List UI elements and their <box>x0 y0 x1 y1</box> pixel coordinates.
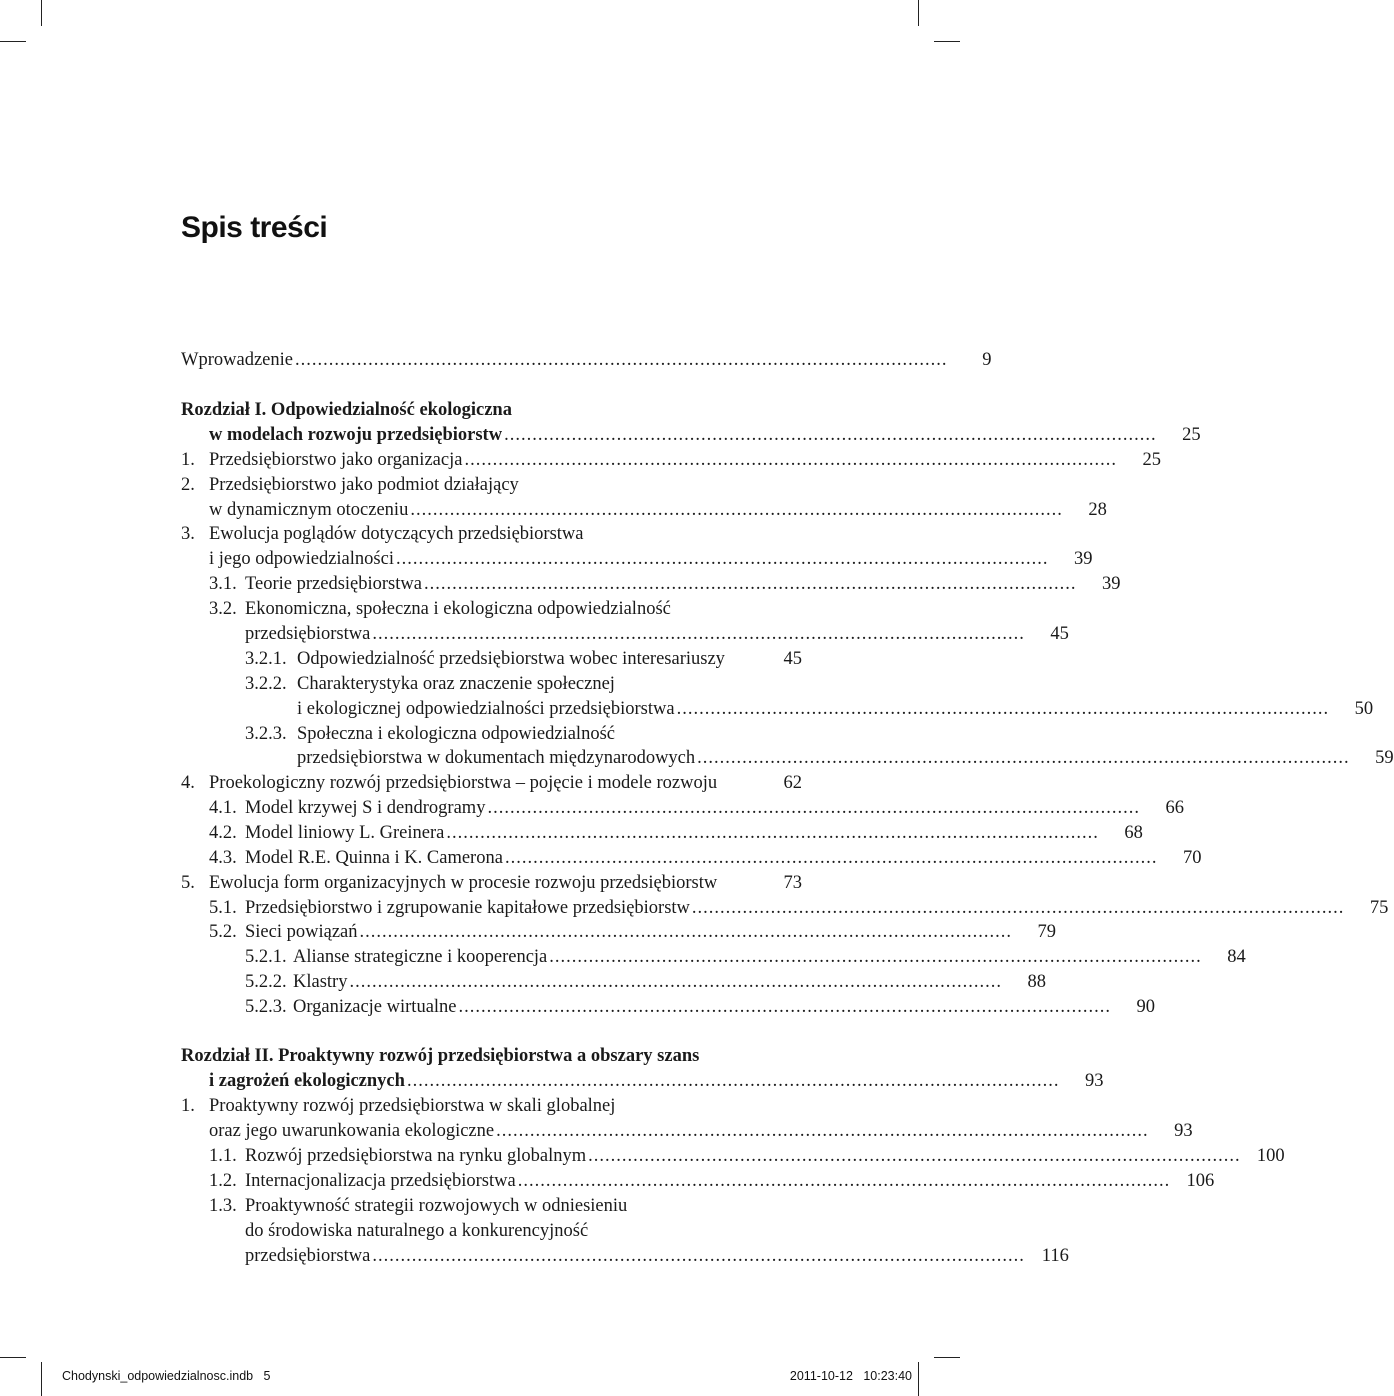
toc-entry[interactable] <box>181 522 802 547</box>
toc-entry-number: 1. <box>181 1096 195 1116</box>
toc-leader: .................................................................................................................... <box>458 997 1112 1017</box>
toc-entry[interactable] <box>297 746 1394 771</box>
toc-entry-number: 5.2.1. <box>245 947 287 967</box>
toc-entry[interactable] <box>181 771 802 796</box>
toc-entry[interactable] <box>209 896 1389 921</box>
toc-page-number: 90 <box>1136 997 1156 1017</box>
toc-entry-title: przedsiębiorstwa w dokumentach międzynarodowych <box>297 748 696 768</box>
toc-entry-number: 5.2.3. <box>245 997 287 1017</box>
toc-entry[interactable] <box>209 846 1202 871</box>
toc-entry-title: Model R.E. Quinna i K. Camerona <box>245 848 503 868</box>
toc-entry-title: oraz jego uwarunkowania ekologiczne <box>209 1121 495 1141</box>
toc-entry[interactable] <box>209 1169 1215 1194</box>
toc-leader: .................................................................................................................... <box>549 947 1202 967</box>
toc-entry[interactable] <box>209 498 1107 523</box>
toc-leader: .................................................................................................................... <box>372 624 1025 644</box>
toc-entry[interactable] <box>297 697 1374 722</box>
toc-entry-title: Społeczna i ekologiczna odpowiedzialność <box>297 724 615 744</box>
toc-entry-title: Ekonomiczna, społeczna i ekologiczna odpowiedzialność <box>245 599 671 619</box>
toc-page-number: 93 <box>1084 1071 1104 1091</box>
toc-entry-number: 1. <box>181 450 195 470</box>
toc-leader: .................................................................................................................... <box>294 350 948 370</box>
toc-page-number: 75 <box>1369 898 1389 918</box>
toc-entry-title: Model krzywej S i dendrogramy <box>245 798 486 818</box>
toc-entry-title: i jego odpowiedzialności <box>209 549 394 569</box>
toc-entry[interactable] <box>209 423 1201 448</box>
toc-page-number: 25 <box>1142 450 1161 470</box>
toc-entry[interactable] <box>209 1194 802 1219</box>
toc-leader: .................................................................................................................... <box>395 549 1049 569</box>
toc-entry-number: 1.1. <box>209 1146 237 1166</box>
toc-entry[interactable] <box>245 945 1246 970</box>
toc-entry-title: Wprowadzenie <box>181 350 293 370</box>
toc-leader: .................................................................................................................... <box>496 1121 1149 1141</box>
toc-entry-number: 3.2.2. <box>245 674 287 694</box>
toc-page-number: 59 <box>1375 748 1394 768</box>
toc-entry-title: i ekologicznej odpowiedzialności przedsiębiorstwa <box>297 699 675 719</box>
toc-page-number: 25 <box>1182 425 1201 445</box>
toc-entry-number: 4. <box>181 773 195 793</box>
toc-entry-number: 5.2.2. <box>245 972 287 992</box>
toc-leader: .................................................................................................................... <box>504 848 1158 868</box>
toc-leader: .................................................................................................................... <box>410 500 1063 520</box>
toc-entry-title: Ewolucja form organizacyjnych w procesie rozwoju przedsiębiorstw <box>209 873 718 893</box>
footer-timestamp: 2011-10-12 10:23:40 <box>789 1369 912 1383</box>
toc-leader: .................................................................................................................... <box>359 922 1012 942</box>
toc-entry-title: przedsiębiorstwa <box>245 1246 371 1266</box>
toc-entry-title: Przedsiębiorstwo jako organizacja <box>209 450 463 470</box>
toc-entry-number: 5.2. <box>209 922 237 942</box>
toc-page-number: 39 <box>1073 549 1093 569</box>
toc-entry-number: 4.2. <box>209 823 237 843</box>
toc-entry-number: 1.2. <box>209 1171 237 1191</box>
footer-filename: Chodynski_odpowiedzialnosc.indb 5 <box>62 1369 271 1383</box>
toc-entry[interactable] <box>209 1119 1193 1144</box>
toc-entry[interactable] <box>209 920 1056 945</box>
toc-entry-title: Przedsiębiorstwo i zgrupowanie kapitałowe przedsiębiorstw <box>245 898 690 918</box>
toc-entry-title: przedsiębiorstwa <box>245 624 371 644</box>
toc-leader: .................................................................................................................... <box>487 798 1140 818</box>
toc-entry[interactable] <box>181 473 802 498</box>
toc-entry-title: Model liniowy L. Greinera <box>245 823 445 843</box>
toc-page-number: 93 <box>1174 1121 1193 1141</box>
toc-entry[interactable] <box>181 448 1161 473</box>
toc-entry[interactable] <box>181 871 802 896</box>
toc-page-number: 88 <box>1027 972 1046 992</box>
toc-entry[interactable] <box>209 821 1143 846</box>
toc-entry-title: w modelach rozwoju przedsiębiorstw <box>209 425 503 445</box>
toc-entry-number: 5. <box>181 873 195 893</box>
toc-entry-title: Organizacje wirtualne <box>293 997 457 1017</box>
toc-page-number: 9 <box>982 350 992 370</box>
toc-entry[interactable] <box>245 1244 1069 1269</box>
toc-page-number: 45 <box>1050 624 1069 644</box>
toc-entry-title: Klastry <box>293 972 348 992</box>
toc-leader: .................................................................................................................... <box>517 1171 1171 1191</box>
toc-entry-title: w dynamicznym otoczeniu <box>209 500 409 520</box>
toc-entry[interactable] <box>245 672 802 697</box>
toc-entry-title: Sieci powiązań <box>245 922 358 942</box>
toc-entry[interactable] <box>245 722 802 747</box>
toc-entry-number: 5.1. <box>209 898 237 918</box>
toc-leader: .................................................................................................................... <box>691 898 1345 918</box>
toc-leader: .................................................................................................................... <box>504 425 1157 445</box>
toc-page-number: 50 <box>1354 699 1374 719</box>
toc-page-number: 39 <box>1101 574 1121 594</box>
toc-entry-number: 4.1. <box>209 798 237 818</box>
toc-leader: .................................................................................................................... <box>464 450 1117 470</box>
toc-entry[interactable] <box>181 348 992 373</box>
toc-leader: .................................................................................................................... <box>423 574 1077 594</box>
toc-entry-number: 1.3. <box>209 1196 237 1216</box>
toc-page-number: 116 <box>1041 1246 1069 1266</box>
toc-page-number: 106 <box>1186 1171 1215 1191</box>
toc-entry-title: Ewolucja poglądów dotyczących przedsiębiorstwa <box>209 524 584 544</box>
toc-entry-title: Przedsiębiorstwo jako podmiot działający <box>209 475 519 495</box>
toc-entry-title: Rozwój przedsiębiorstwa na rynku globalnym <box>245 1146 587 1166</box>
toc-entry-number: 2. <box>181 475 195 495</box>
toc-entry-title: Charakterystyka oraz znaczenie społecznej <box>297 674 615 694</box>
toc-page-number: 28 <box>1088 500 1107 520</box>
toc-entry[interactable] <box>245 647 802 672</box>
toc-entry-title: Odpowiedzialność przedsiębiorstwa wobec interesariuszy <box>297 649 725 669</box>
chapter-heading: Rozdział II. Proaktywny rozwój przedsiębiorstwa a obszary szans <box>181 1046 700 1066</box>
chapter-heading: Rozdział I. Odpowiedzialność ekologiczna <box>181 400 512 420</box>
toc-entry[interactable] <box>181 1094 802 1119</box>
toc-entry[interactable] <box>245 970 1046 995</box>
toc-page-number: 70 <box>1182 848 1202 868</box>
toc-page-number: 62 <box>783 773 802 793</box>
toc-entry[interactable] <box>209 1069 1104 1094</box>
toc-page-number: 66 <box>1165 798 1184 818</box>
toc-entry-number: 3.2.3. <box>245 724 287 744</box>
toc-entry-number: 3.1. <box>209 574 237 594</box>
toc-leader: .................................................................................................................... <box>406 1071 1060 1091</box>
toc-leader: .................................................................................................................... <box>372 1246 1025 1266</box>
toc-entry-title: i zagrożeń ekologicznych <box>209 1071 405 1091</box>
toc-entry[interactable] <box>209 1144 1285 1169</box>
toc-leader: .................................................................................................................... <box>588 1146 1241 1166</box>
toc-page-number: 73 <box>783 873 802 893</box>
print-footer <box>0 1362 960 1392</box>
toc-leader: .................................................................................................................... <box>697 748 1350 768</box>
toc-entry-title: Proekologiczny rozwój przedsiębiorstwa – pojęcie i modele rozwoju <box>209 773 718 793</box>
toc-entry[interactable] <box>209 547 1093 572</box>
toc-page-number: 68 <box>1124 823 1143 843</box>
toc-page-number: 100 <box>1256 1146 1285 1166</box>
toc-page-number: 45 <box>783 649 802 669</box>
toc-entry[interactable] <box>209 572 1121 597</box>
toc-entry[interactable] <box>245 622 1069 647</box>
toc-entry[interactable] <box>209 597 802 622</box>
toc-entry-title: Internacjonalizacja przedsiębiorstwa <box>245 1171 516 1191</box>
toc-entry-continuation: do środowiska naturalnego a konkurencyjność <box>245 1221 589 1241</box>
toc-entry-number: 3.2. <box>209 599 237 619</box>
toc-entry-title: Teorie przedsiębiorstwa <box>245 574 422 594</box>
toc-entry-number: 3. <box>181 524 195 544</box>
toc-entry-number: 4.3. <box>209 848 237 868</box>
toc-entry-title: Alianse strategiczne i kooperencja <box>293 947 548 967</box>
toc-entry-title: Proaktywność strategii rozwojowych w odniesieniu <box>245 1196 628 1216</box>
toc-entry[interactable] <box>209 796 1184 821</box>
toc-page-number: 84 <box>1227 947 1246 967</box>
toc-entry-number: 3.2.1. <box>245 649 287 669</box>
toc-entry[interactable] <box>245 995 1156 1020</box>
toc-entry-title: Proaktywny rozwój przedsiębiorstwa w skali globalnej <box>209 1096 616 1116</box>
toc-leader: .................................................................................................................... <box>676 699 1330 719</box>
toc-leader: .................................................................................................................... <box>446 823 1099 843</box>
page-title: Spis treści <box>181 211 328 244</box>
toc-page-number: 79 <box>1037 922 1056 942</box>
toc-leader: .................................................................................................................... <box>349 972 1002 992</box>
